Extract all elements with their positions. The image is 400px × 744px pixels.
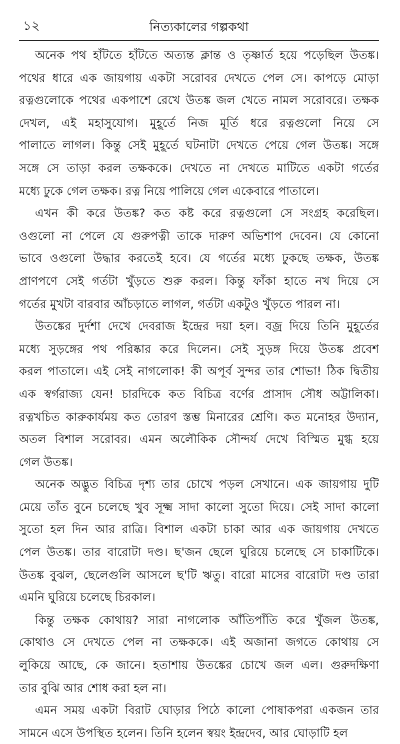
text-line: অনেক পথ হাঁটতে হাঁটতে অত্যন্ত ক্লান্ত ও তৃষ্ণার্ত হয়ে পড়েছিল উতঙ্ক। — [35, 48, 379, 62]
text-line: পথের ধারে এক জায়গায় একটা সরোবর দেখতে পেল সে। কাপড়ে মোড়া — [19, 70, 379, 85]
text-line: অতল বিশাল সরোবর। এমন অলৌকিক সৌন্দর্য দেখে বিস্মিত মুগ্ধ হয়ে — [19, 432, 379, 447]
text-line: সঙ্গে সে তাড়া করল তক্ষককে। দেখতে না দেখতে মাটিতে একটা গর্তের — [19, 160, 379, 175]
text-line: গর্তের মুখটা বারবার আঁচড়াতে লাগল, গর্তটা একটুও খুঁড়তে পারল না। — [19, 296, 340, 311]
text-line: মধ্যে ঢুকে গেল তক্ষক। রত্ন নিয়ে পালিয়ে গেল একেবারে পাতালে। — [19, 183, 320, 198]
text-line: মধ্যে সুড়ঙ্গের পথ পরিষ্কার করে দিলেন। সেই সুড়ঙ্গ দিয়ে উতঙ্ক প্রবেশ — [19, 341, 379, 356]
text-line: করল পাতালে। এই সেই নাগলোক! কী অপূর্ব সুন্দর তার শোভা! ঠিক দ্বিতীয় — [19, 364, 379, 379]
paragraph — [19, 202, 379, 315]
text-line: ভাবে ওগুলো উদ্ধার করতেই হবে। যে গর্তের মধ্যে ঢুকছে তক্ষক, উতঙ্ক — [19, 251, 379, 266]
text-line: পেল উতঙ্ক। তার বারোটা দণ্ড। ছ'জন ছেলে ঘুরিয়ে চলেছে সে চাকাটিকে। — [19, 545, 379, 560]
text-line: উতঙ্কের দুর্দশা দেখে দেবরাজ ইন্দ্রের দয়া হল। বজ্র দিয়ে তিনি মুহূর্তের — [35, 319, 379, 334]
page-header — [19, 18, 379, 38]
text-line: এখন কী করে উতঙ্ক? কত কষ্ট করে রত্নগুলো সে সংগ্রহ করেছিল। — [35, 206, 379, 221]
paragraph — [19, 44, 379, 202]
text-line: মেয়ে তাঁত বুনে চলেছে খুব সূক্ষ্ম সাদা কালো সুতো দিয়ে। সেই সাদা কালো — [19, 499, 379, 514]
text-line: এক স্বর্গরাজ্য যেন! চারদিকে কত বিচিত্র বর্ণের প্রাসাদ সৌধ অট্টালিকা। — [19, 386, 379, 401]
paragraph — [19, 315, 379, 473]
running-title: নিত্যকালের গল্পকথা — [149, 19, 249, 34]
paragraph — [19, 609, 379, 699]
text-line: রত্নখচিত কারুকার্যময় কত তোরণ স্তম্ভ মিনারের শ্রেণি। কত মনোহর উদ্যান, — [19, 409, 379, 424]
body-text — [19, 44, 379, 744]
text-line: সামনে এসে উপস্থিত হলেন। তিনি হলেন স্বয়ং ইন্দ্রদেব, আর ঘোড়াটি হল — [19, 725, 348, 740]
text-line: দেখল, এই মহাসুযোগ। মুহূর্তে নিজ মূর্তি ধরে রত্নগুলো নিয়ে সে — [19, 115, 379, 130]
text-line: উতঙ্ক বুঝল, ছেলেগুলি আসলে ছ'টি ঋতু। বারো মাসের বারোটা দণ্ড তারা — [19, 567, 379, 582]
text-line: গেল উতঙ্ক। — [19, 454, 73, 469]
text-line: ওগুলো না পেলে যে গুরুপত্নী তাকে দারুণ অভিশাপ দেবেন। যে কোনো — [19, 228, 379, 243]
text-line: কোথাও সে দেখতে পেল না তক্ষককে। এই অজানা জগতে কোথায় সে — [19, 635, 379, 650]
text-line: এমন সময় একটা বিরাট ঘোড়ার পিঠে কালো পোষাকপরা একজন তার — [35, 703, 379, 718]
page-number: ১২ — [23, 19, 40, 34]
paragraph — [19, 699, 379, 744]
text-line: প্রাণপণে সেই গর্তটা খুঁড়তে শুরু করল। কিন্তু ফাঁকা হাতে নখ দিয়ে সে — [19, 273, 379, 288]
text-line: কিন্তু তক্ষক কোথায়? সারা নাগলোক আঁতিপাঁতি করে খুঁজল উতঙ্ক, — [35, 612, 379, 627]
text-line: এমনি ঘুরিয়ে চলেছে চিরকাল। — [19, 590, 156, 605]
text-line: সুতো হল দিন আর রাত্রি। বিশাল একটা চাকা আর এক জায়গায় দেখতে — [19, 522, 379, 537]
text-line: লুকিয়ে আছে, কে জানে। হতাশায় উতঙ্কের চোখে জল এল। গুরুদক্ষিণা — [19, 658, 379, 673]
paragraph — [19, 473, 379, 609]
text-line: রত্নগুলোকে পথের একপাশে রেখে উতঙ্ক জল খেতে নামল সরোবরে। তক্ষক — [19, 93, 379, 108]
text-line: পালাতে লাগল। কিন্তু সেই মুহূর্তে ঘটনাটা দেখতে পেয়ে গেল উতঙ্ক। সঙ্গে — [19, 138, 379, 153]
text-line: তার বুঝি আর শোধ করা হল না। — [19, 680, 167, 695]
text-line: অনেক অদ্ভুত বিচিত্র দৃশ্য তার চোখে পড়ল সেখানে। এক জায়গায় দুটি — [35, 477, 379, 492]
header-rule — [19, 40, 379, 41]
